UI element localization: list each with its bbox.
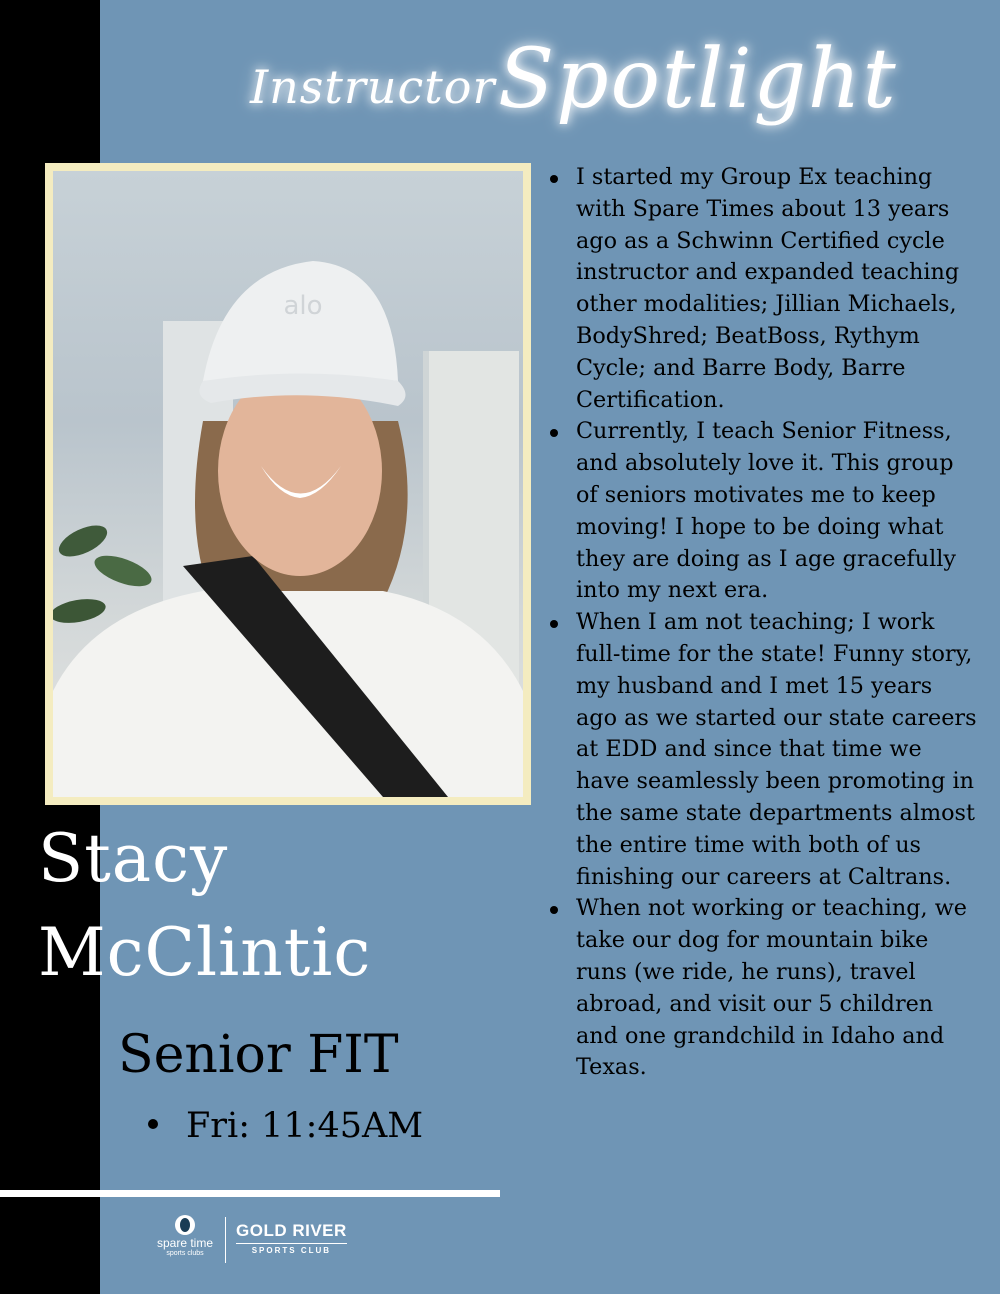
spare-time-logo: spare time sports clubs	[150, 1215, 220, 1258]
logo-separator	[225, 1217, 226, 1263]
bio-item: When not working or teaching, we take our dog for mountain bike runs (we ride, he runs), travel abroad, and visit our 5 children and one grandchild in Idaho and Texas.	[548, 893, 978, 1084]
spare-time-ball-icon	[175, 1215, 195, 1235]
gold-river-logo: GOLD RIVER SPORTS CLUB	[236, 1221, 347, 1255]
instructor-portrait	[53, 171, 523, 797]
bio-list	[548, 162, 978, 1084]
class-schedule-item	[148, 1106, 423, 1146]
instructor-photo	[53, 171, 523, 797]
bullet-dot	[148, 1119, 158, 1129]
instructor-last-name: McClintic	[38, 913, 372, 991]
title-spotlight: Spotlight	[498, 32, 898, 127]
footer-divider	[0, 1190, 500, 1197]
bio-item: When I am not teaching; I work full-time for the state! Funny story, my husband and I met 15 years ago as we started our state careers at EDD and since that time we have seamlessly been promoting in the same state departments almost the entire time with both of us finishing our careers at Caltrans.	[548, 607, 978, 893]
footer-logos	[150, 1215, 370, 1275]
instructor-photo-frame	[45, 163, 531, 805]
page-title	[240, 28, 898, 148]
cap-logo-text: alo	[283, 291, 323, 321]
instructor-first-name: Stacy	[38, 820, 229, 897]
schedule-text: Fri: 11:45AM	[186, 1106, 424, 1146]
class-name: Senior FIT	[118, 1025, 399, 1085]
bio-item: I started my Group Ex teaching with Spare Times about 13 years ago as a Schwinn Certified cycle instructor and expanded teaching other modalities; Jillian Michaels, BodyShred; BeatBoss, Rythym Cycle; and Barre Body, Barre Certification.	[548, 162, 978, 416]
instructor-name	[38, 812, 371, 999]
bio-item: Currently, I teach Senior Fitness, and absolutely love it. This group of seniors motivates me to keep moving! I hope to be doing what they are doing as I age gracefully into my next era.	[548, 416, 978, 607]
title-instructor: Instructor	[250, 60, 496, 114]
